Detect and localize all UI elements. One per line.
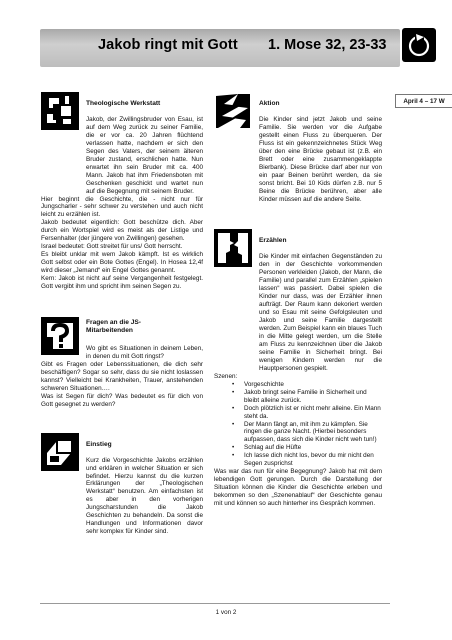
section-werkstatt <box>41 92 203 291</box>
section-title-fragen-line1: Fragen an die JS- <box>86 318 141 326</box>
list-item: • Jakob bringt seine Familie in Sicherheit und bleibt alleine zurück. <box>232 389 382 405</box>
storytelling-faces-icon <box>214 229 252 267</box>
entry-icon <box>41 433 79 471</box>
circular-arrow-logo-icon <box>402 28 436 62</box>
list-item: • Schlag auf die Hüfte <box>232 444 382 452</box>
list-item: • Ich lasse dich nicht los, bevor du mir nicht den Segen zusprichst <box>232 452 382 468</box>
section-aktion <box>214 92 382 203</box>
werkstatt-paragraph: Es bleibt unklar mit wem Jakob kämpft. Ist es wirklich Gott selbst oder ein Bote Gottes (Engel). In Hosea 12,4f wird dieser „Jemand“ ein Engel Gottes genannt. <box>41 251 203 275</box>
werkstatt-paragraph: Israel bedeutet: Gott streitet für uns/ Gott herrscht. <box>41 243 183 251</box>
section-title-erzaehlen: Erzählen <box>259 237 287 245</box>
erzaehlen-closing: Was war das nun für eine Begegnung? Jakob hat mit dem lebendigen Gott gerungen. Durch die Darstellung der Situation können die Kinder die Geschichte erleben und bekommen so den „Szenenablauf“ der Geschichte genau mit und können so auch hinterher ins Gespräch kommen. <box>214 468 382 508</box>
list-item: • Doch plötzlich ist er nicht mehr alleine. Ein Mann steht da. <box>232 405 382 421</box>
werkstatt-intro: Jakob, der Zwillingsbruder von Esau, ist auf dem Weg zurück zu seiner Familie, die er vor ca. 20 Jahren flüchtend verlassen hatte, nachdem er sich den Segen des Vaters, der seinem älteren Bruder zustand, erschlichen hatte. Nun erwartet ihn sein Bruder mit ca. 400 Mann. Jakob hat ihm Friedensboten mit Geschenken geschickt und wartet nun auf die Begegnung mit seinem Bruder. <box>86 116 203 195</box>
bible-reference: 1. Mose 32, 23-33 <box>268 37 387 53</box>
scene-list <box>214 381 382 468</box>
left-column <box>41 92 203 536</box>
einstieg-text: Kurz die Vorgeschichte Jakobs erzählen und erklären in welcher Situation er sich befindet. Hierzu kannst du die kurzen Erklärungen der „Theologischen Werkstatt“ benutzen. Am einfachsten ist es aber in den vorherigen Jungscharstunden die Jakob Geschichten zu behandeln. Da sonst die Handlungen und Informationen davor sehr komplex für Kinder sind. <box>86 456 203 536</box>
page-number: 1 von 2 <box>215 609 237 616</box>
action-icon <box>214 92 252 130</box>
section-erzaehlen <box>214 229 382 508</box>
date-range-badge: April 4 – 17 W <box>395 94 452 108</box>
question-mark-icon <box>41 317 79 355</box>
right-column <box>214 92 382 508</box>
erzaehlen-intro: Die Kinder mit einfachen Gegenständen zu den in der Geschichte vorkommenden Personen verkleiden (Jakob, der Mann, die Familie) und parallel zum Erzählen „spielen lassen“ was passiert. Dabei spielen die Kinder nur dass, was der Erzähler ihnen aufträgt. Der Raum kann dekoriert werden und so Esau mit seine Gefolgsleuten und Jakob und seine Familie dargestellt werden. Zum Beispiel kann ein blaues Tuch in die Mitte gelegt werden, um die Stelle am Fluss zu kennzeichnen über die Jakob seine Familie in Sicherheit bringt. Bei wenigen Kindern werden nur die Hauptpersonen gespielt. <box>259 253 382 372</box>
aktion-text: Die Kinder sind jetzt Jakob und seine Familie. Sie werden vor die Aufgabe gestellt einen Fluss zu überqueren. Der Fluss ist ein gekennzeichnetes Stück Weg über den eine Brücke gebaut ist (z.B. ein Brett oder eine zusammengeklappte Bierbank). Diese Brücke darf aber nur von ein paar Beinen berührt werden, da sie sonst bricht. Bei 10 Kids dürfen z.B. nur 5 Beine die Brücke berühren, aber alle Kinder müssen auf die andere Seite. <box>259 116 382 203</box>
section-einstieg <box>41 433 203 537</box>
section-title-aktion: Aktion <box>259 100 280 107</box>
page-title: Jakob ringt mit Gott <box>98 37 238 53</box>
werkstatt-paragraph: Hier beginnt die Geschichte, die - nicht nur für Jungscharler - sehr schwer zu verstehen und auch nicht leicht zu erzählen ist. <box>41 195 203 219</box>
list-item: • Vorgeschichte <box>232 381 382 389</box>
werkstatt-paragraph: Jakob bedeutet eigentlich: Gott beschütze dich. Aber durch ein Wortspiel wird es meist als der Listige und Fersenhalter (der jüngere von Zwillingen) gesehen. <box>41 219 203 243</box>
section-title-werkstatt: Theologische Werkstatt <box>86 100 161 107</box>
footer-divider <box>40 603 390 604</box>
fragen-paragraph: Gibt es Fragen oder Lebenssituationen, die dich sehr beschäftigen? Sogar so sehr, dass du sie nicht loslassen kannst? Vielleicht bei Krankheiten, Trauer, anstehenden schweren Situationen…. <box>41 360 203 392</box>
workshop-icon <box>41 92 79 130</box>
scenes-label: Szenen: <box>214 372 238 380</box>
fragen-paragraph: Was ist Segen für dich? Was bedeutet es für dich von Gott gesegnet zu werden? <box>41 392 203 408</box>
werkstatt-paragraph: Kern: Jakob ist nicht auf seine Vergangenheit festgelegt. Gott vergibt ihm und spricht ihm seinen Segen zu. <box>41 275 203 291</box>
section-title-einstieg: Einstieg <box>86 440 112 448</box>
list-item: • Der Mann fängt an, mit ihm zu kämpfen. Sie ringen die ganze Nacht. (Hierbei besonders aufpassen, dass sich die Kinder nicht weh tun!) <box>232 421 382 445</box>
fragen-intro: Wo gibt es Situationen in deinem Leben, in denen du mit Gott ringst? <box>86 344 203 360</box>
section-fragen <box>41 317 203 409</box>
section-title-fragen-line2: Mitarbeitenden <box>86 327 133 335</box>
title-banner <box>40 29 400 67</box>
